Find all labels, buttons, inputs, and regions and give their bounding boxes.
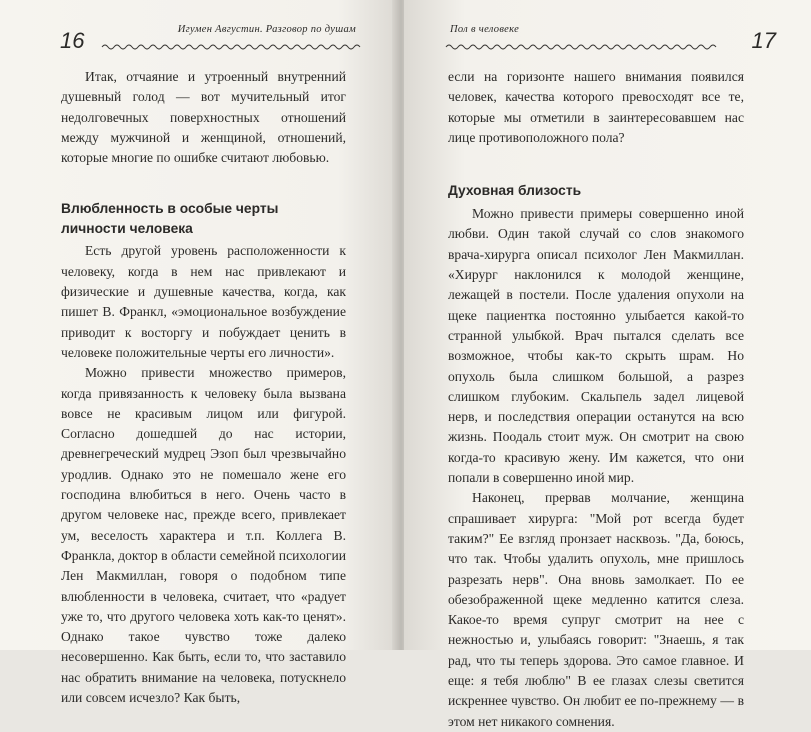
page-number: 17 bbox=[751, 28, 776, 53]
paragraph: Итак, отчаяние и утроенный внутренний душевный голод — вот мучительный итог недолговечных поверхностных отношений между мужчиной и женщиной, отношений, которые многие по ошибке считают любовью. bbox=[61, 69, 346, 166]
section-heading: Влюбленность в особые черты личности человека bbox=[61, 201, 279, 237]
wavy-rule-icon bbox=[446, 42, 718, 52]
running-head: Игумен Августин. Разговор по душам bbox=[177, 24, 356, 35]
paragraph: Есть другой уровень расположенности к человеку, когда в нем нас привлекают и физические и душевные качества, когда, как пишет В. Франкл, «эмоциональное возбуждение приводит к восторгу и побуждает ценить в человеке положительные черты его личности». bbox=[61, 243, 346, 360]
left-page bbox=[0, 0, 398, 706]
left-page-header bbox=[60, 22, 360, 62]
right-page-body bbox=[448, 67, 744, 732]
running-head: Пол в человеке bbox=[450, 24, 520, 35]
paragraph: Можно привести множество примеров, когда привязанность к человеку была вызвана вовсе не красивым лицом или фигурой. Согласно дошедшей до нас истории, древнегреческий мудрец Эзоп был чрезвычайно уродлив. Однако это не помешало жене его господина влюбиться в него. Очень часто в другом человеке нас, прежде всего, привлекает ум, веселость характера и т.п. Коллега В. Франкла, доктор в области семейной психологии Лен Макмиллан, говоря о подобном типе влюбленности в человека, считает, что «радует уже то, что другого человека хоть как-то ценят». Однако такое чувство тоже далеко несовершенно. Как быть, если то, что заставило нас обратить внимание на человека, потускнело или совсем исчезло? Как быть, bbox=[61, 365, 346, 706]
right-page-header bbox=[446, 22, 776, 62]
wavy-rule-icon bbox=[102, 42, 360, 52]
section-heading: Духовная близость bbox=[448, 183, 582, 199]
paragraph: Наконец, прервав молчание, женщина спрашивает хирурга: "Мой рот всегда будет таким?" Ее взгляд пронзает насквозь. "Да, боюсь, что так. Чтобы удалить опухоль, мне пришлось разрезать нерв". Она вновь замолкает. По ее обезображенной щеке медленно катится слеза. Какое-то время супруг смотрит на нее с нежностью и, улыбаясь говорит: "Знаешь, я так рад, что ты теперь здорова. Это самое главное. И еще: я тебя люблю" В ее глазах слезы светится искреннее чувство. Он любит ее по-прежнему — в этом нет никакого сомнения. bbox=[448, 490, 744, 729]
paragraph: если на горизонте нашего внимания появился человек, качества которого превосходят все те, которые мы отметили в заинтересовавшем нас лице противоположного пола? bbox=[448, 69, 744, 145]
left-page-body bbox=[61, 67, 346, 708]
right-page bbox=[404, 0, 811, 729]
paragraph: Можно привести примеры совершенно иной любви. Один такой случай со слов знакомого врача-хирурга описал психолог Лен Макмиллан. «Хирург наклонился к молодой женщине, лежащей в постели. После удаления опухоли на щеке пациентка постоянно улыбается какой-то странной улыбкой. Врач пытался сделать все возможное, чтобы как-то скрыть шрам. Но опухоль была слишком большой, а разрез слишком глубоким. Скальпель задел лицевой нерв, и последствия операции останутся на всю жизнь. Поодаль стоит муж. Он смотрит на свою когда-то красивую жену. Им кажется, что они попали в совершенно иной мир. bbox=[448, 206, 744, 486]
page-number: 16 bbox=[60, 28, 85, 53]
